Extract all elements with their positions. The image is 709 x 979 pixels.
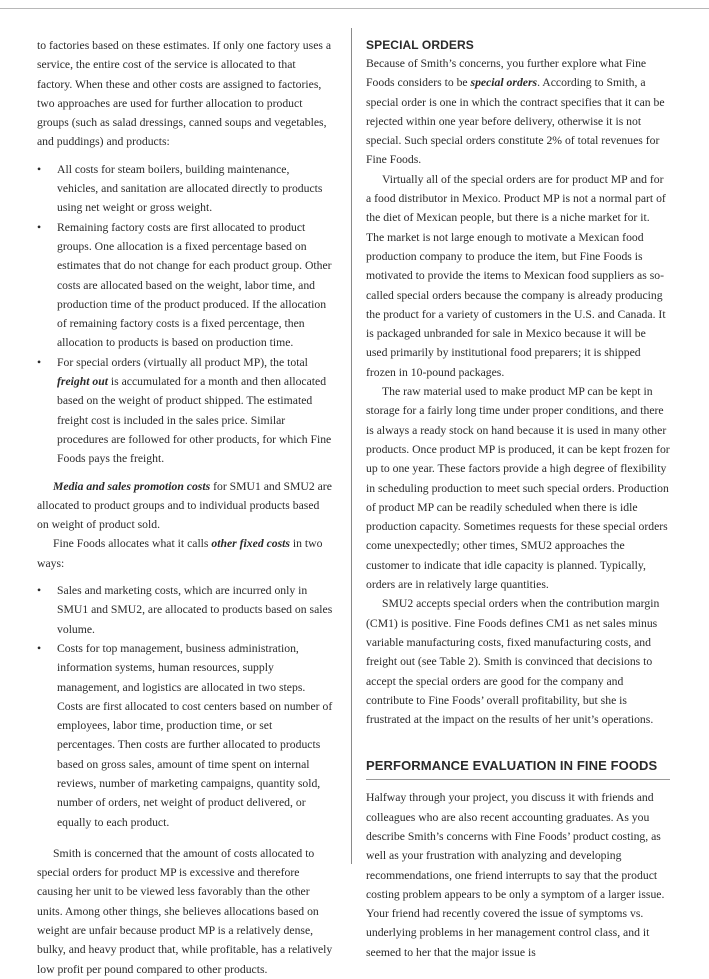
term-media-costs: Media and sales promotion costs [53,479,211,493]
term-freight-out: freight out [57,375,108,389]
paragraph-special-orders-def: Because of Smith’s concerns, you further explore what Fine Foods considers to be special orders. According to Smith, a special order is one in which the contract specifies that it can be rejected within one year before delivery, otherwise it is not special. Such special orders constitute 2% of total revenues for Fine Foods. [366,57,665,167]
bullet-item: • Costs for top management, business administration, information systems, human resources, supply management, and logistics are allocated in two steps. Costs are first allocated to cost centers based on number of employees, labor time, production time, or set percentages. Then costs are further allocated to products based on gross sales, amount of time spent on internal reviews, number of marketing campaigns, quantity sold, number of orders, net weight of product delivered, or equally to each product. [37,639,333,832]
paragraph-mexico-orders: Virtually all of the special orders are for product MP and for a food distributor in Mexico. Product MP is not a normal part of the diet of Mexican people, but there is a niche market for it. The market is not large enough to motivate a Mexican food production company to produce the item, but Fine Foods is motivated to provide the items to Mexican food suppliers as so-called special orders because the company is already producing the product for a variety of customers in the U.S. and Canada. It is packaged unbranded for sale in Mexico because it will be used primarily by institutional food preparers; it is shipped frozen in 10-pound packages. [366,172,666,379]
paragraph-smith-concern: Smith is concerned that the amount of costs allocated to special orders for product MP is excessive and therefore causing her unit to be viewed less favorably than the other units. Among other things, she believes allocations based on weight are unfair because product MP is a relatively dense, bulky, and heavy product that, while profitable, has a relatively low profit per pound compared to other products. [37,846,333,976]
paragraph-cm1: SMU2 accepts special orders when the contribution margin (CM1) is positive. Fine Foods defines CM1 as net sales minus variable manufacturing costs, fixed manufacturing costs, and freight out (see Table 2). Smith is convinced that decisions to accept the special orders are good for the company and contribute to Fine Foods’ overall profitability, but she is frustrated at the impact on the results of her unit’s operations. [366,597,660,727]
paragraph-halfway: Halfway through your project, you discuss it with friends and colleagues who are also recent accounting graduates. As you describe Smith’s concerns with Fine Foods’ product costing, as well as your frustration with analyzing and developing recommendations, one friend interrupts to say that the product costing problem appears to be only a symptom of a larger issue. Your friend had recently covered the issue of symptoms vs. underlying problems in her management control class, and it seemed to her that the major issue is [366,791,665,959]
bullet-glyph: • [37,641,42,655]
bullet-item: • Sales and marketing costs, which are incurred only in SMU1 and SMU2, are allocated to products based on sales volume. [37,581,333,639]
term-other-fixed-costs: other fixed costs [211,537,290,551]
bullet-glyph: • [37,220,42,234]
fixed-cost-bullets [37,581,333,832]
bullet-item: • Remaining factory costs are first allocated to product groups. One allocation is a fixed percentage based on estimates that do not change for each product group. Other costs are allocated based on the weight, labor time, and production time of the product produced. If the allocation of remaining factory costs is a fixed percentage, then allocation to products is based on production time. [37,218,333,353]
factory-cost-bullets [37,160,333,469]
heading-special-orders: SPECIAL ORDERS [366,38,474,52]
top-rule [0,8,709,9]
bullet-glyph: • [37,584,42,598]
column-divider [351,28,352,864]
right-column [366,36,670,962]
paragraph-media-costs: Media and sales promotion costs for SMU1 and SMU2 are allocated to product groups and to individual products based on weight of product sold. [37,479,332,532]
bullet-item: • For special orders (virtually all product MP), the total freight out is accumulated for a month and then allocated based on the weight of product shipped. The estimated freight cost is included in the sales price. Similar procedures are followed for other products, for which Fine Foods pays the freight. [37,353,333,469]
paragraph-allocation-intro: to factories based on these estimates. If only one factory uses a service, the entire cost of the service is allocated to that factory. When these and other costs are assigned to factories, two approaches are used for further allocation to product groups (such as salad dressings, canned soups and vegetables, and puddings) and products: [37,39,332,149]
heading-rule [366,779,670,780]
bullet-glyph: • [37,355,42,369]
bullet-item: • All costs for steam boilers, building maintenance, vehicles, and sanitation are allocated directly to products using net weight or gross weight. [37,160,333,218]
term-special-orders: special orders [470,76,538,90]
paragraph-other-fixed-costs: Fine Foods allocates what it calls other fixed costs in two ways: [37,537,323,570]
heading-performance-evaluation: PERFORMANCE EVALUATION IN FINE FOODS [366,758,658,774]
left-column [37,36,333,979]
bullet-glyph: • [37,162,42,176]
paragraph-raw-material: The raw material used to make product MP can be kept in storage for a fairly long time under proper conditions, and there is always a ready stock on hand because it is used in many other products. Once product MP is produced, it can be kept frozen for up to one year. These factors provide a high degree of flexibility in scheduling production to meet such special orders. Production of product MP can be readily scheduled when there is idle production capacity. Sometimes requests for these special orders come unexpectedly; other times, SMU2 approaches the customer to indicate that idle capacity is planned. Typically, orders are in relatively large quantities. [366,385,670,592]
